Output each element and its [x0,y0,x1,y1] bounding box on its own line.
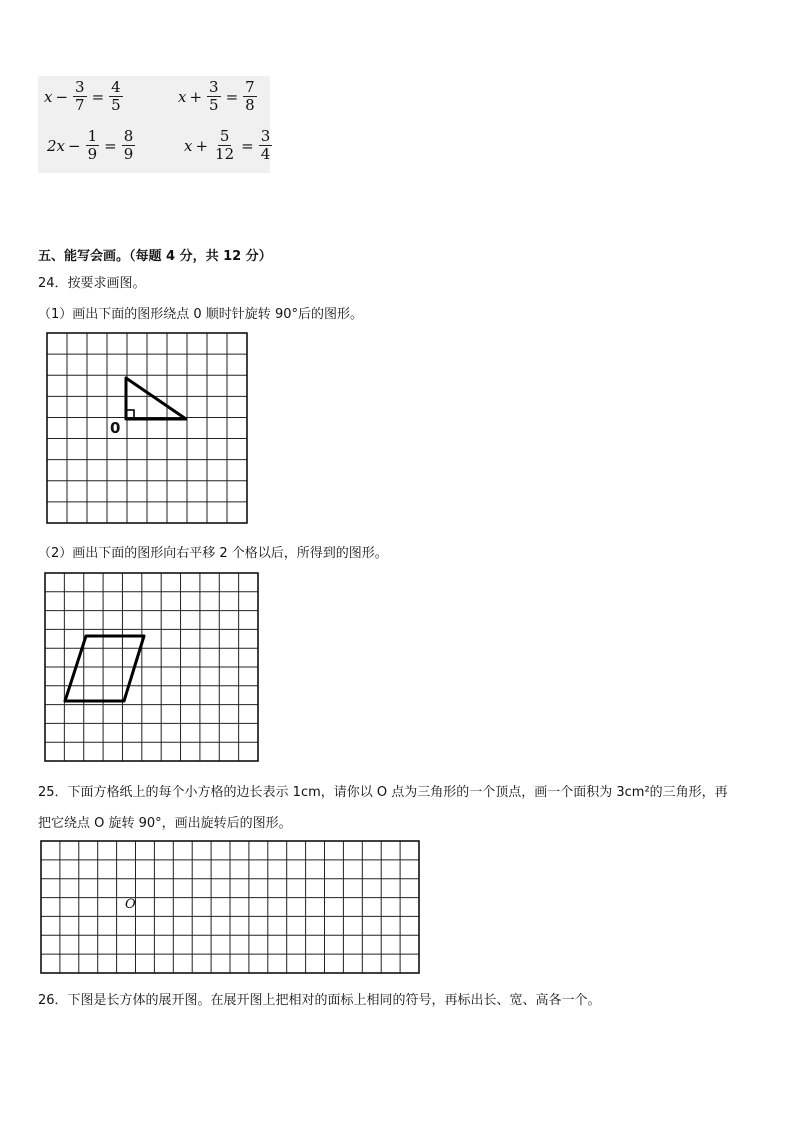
eq-denominator: 8 [245,96,255,114]
equation-1 [44,79,125,114]
equation-2 [178,79,259,114]
eq-numerator: 8 [123,127,134,145]
right-triangle-shape [126,378,186,419]
eq-result-fraction [122,128,136,163]
eq-denominator: 5 [209,96,219,114]
eq-variable: x [44,87,53,106]
parallelogram-shape [65,636,144,701]
eq-operator: − [55,87,69,106]
eq-fraction [207,79,221,114]
point-o-label: 0 [110,419,121,437]
eq-fraction [73,79,87,114]
eq-operator: + [189,87,203,106]
q25-text-line2: 把它绕点 O 旋转 90°，画出旋转后的图形。 [38,816,292,831]
eq-fraction [213,128,236,163]
eq-result-fraction [109,79,123,114]
eq-operator: + [195,136,209,155]
eq-denominator: 5 [111,96,121,114]
eq-denominator: 9 [123,145,134,163]
eq-numerator: 7 [245,78,255,96]
q24-part1-text: （1）画出下面的图形绕点 0 顺时针旋转 90°后的图形。 [38,307,363,322]
eq-denominator: 9 [87,145,98,163]
eq-variable: x [178,87,187,106]
point-o-label: O [125,897,136,912]
eq-fraction [86,128,100,163]
grid-lines [41,841,419,973]
section-heading [38,245,272,264]
equation-block [38,76,270,173]
equation-4 [184,128,274,163]
section-title: 五、能写会画。 [38,249,130,264]
eq-result-fraction [243,79,257,114]
rotation-grid [46,332,250,526]
eq-numerator: 3 [209,78,219,96]
eq-variable: x [184,136,193,155]
q24-stem: 24．按要求画图。 [38,276,146,291]
eq-equals: = [225,87,239,106]
grid-lines [47,333,247,523]
triangle-drawing-grid [40,840,422,976]
eq-denominator: 12 [215,145,235,163]
eq-numerator: 4 [111,78,121,96]
eq-numerator: 1 [87,127,98,145]
eq-variable: 2x [47,136,66,155]
eq-operator: − [68,136,81,155]
q26-stem: 26．下图是长方体的展开图。在展开图上把相对的面标上相同的符号，再标出长、宽、高各一个。 [38,993,601,1008]
eq-equals: = [104,136,117,155]
eq-numerator: 3 [260,127,271,145]
q25-text-line1: 25．下面方格纸上的每个小方格的边长表示 1cm，请你以 O 点为三角形的一个顶点，画一个面积为 3cm²的三角形，再 [38,785,728,800]
eq-equals: = [91,87,105,106]
section-score-note: （每题 4 分，共 12 分） [129,249,272,264]
translation-grid [44,572,261,764]
eq-denominator: 4 [260,145,271,163]
eq-numerator: 5 [219,127,230,145]
eq-denominator: 7 [75,96,85,114]
equation-3 [47,128,137,163]
eq-result-fraction [259,128,273,163]
eq-numerator: 3 [75,78,85,96]
q24-part2-text: （2）画出下面的图形向右平移 2 个格以后，所得到的图形。 [38,546,388,561]
eq-equals: = [241,136,254,155]
